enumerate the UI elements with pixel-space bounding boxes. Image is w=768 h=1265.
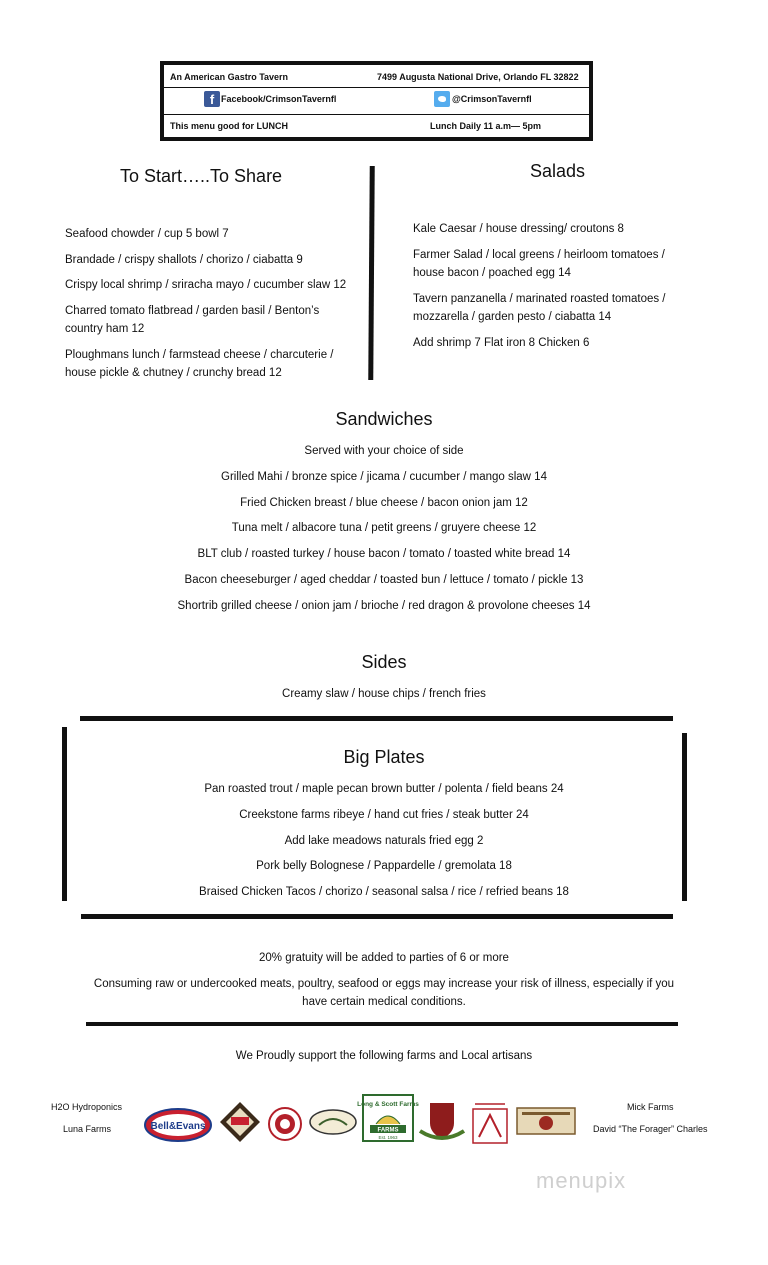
sandwich-item-2: Fried Chicken breast / blue cheese / bacon onion jam 12 bbox=[240, 497, 528, 509]
to-start-item-5-line-2: house pickle & chutney / crunchy bread 12 bbox=[65, 367, 282, 379]
partner-right-2: David “The Forager” Charles bbox=[593, 1124, 708, 1134]
footer-rule bbox=[86, 1022, 678, 1026]
sandwich-item-3: Tuna melt / albacore tuna / petit greens / gruyere cheese 12 bbox=[231, 522, 537, 534]
sandwich-item-6: Shortrib grilled cheese / onion jam / brioche / red dragon & provolone cheeses 14 bbox=[177, 600, 591, 612]
long-scott-logo-farms: FARMS bbox=[377, 1127, 399, 1134]
bell-evans-logo bbox=[144, 1107, 212, 1143]
header-box bbox=[160, 61, 593, 141]
big-plates-bottom-rule bbox=[81, 914, 673, 919]
to-start-item-4-line-2: country ham 12 bbox=[65, 323, 145, 335]
hours: Lunch Daily 11 a.m— 5pm bbox=[430, 121, 542, 131]
support-note: We Proudly support the following farms and Local artisans bbox=[235, 1050, 533, 1062]
sandwich-item-1: Grilled Mahi / bronze spice / jicama / cucumber / mango slaw 14 bbox=[221, 471, 547, 483]
big-plate-item-1: Pan roasted trout / maple pecan brown butter / polenta / field beans 24 bbox=[204, 783, 564, 795]
column-divider bbox=[368, 166, 374, 380]
sandwich-item-5: Bacon cheeseburger / aged cheddar / toasted bun / lettuce / tomato / pickle 13 bbox=[184, 574, 584, 586]
to-start-item-4-line-1: Charred tomato flatbread / garden basil / Benton’s bbox=[65, 305, 320, 317]
tagline: An American Gastro Tavern bbox=[170, 72, 289, 82]
diamond-farm-logo bbox=[219, 1101, 261, 1143]
big-plate-item-5: Braised Chicken Tacos / chorizo / seasonal salsa / rice / refried beans 18 bbox=[199, 886, 569, 898]
to-start-item-2: Brandade / crispy shallots / chorizo / ciabatta 9 bbox=[65, 254, 303, 266]
to-start-item-5-line-1: Ploughmans lunch / farmstead cheese / charcuterie / bbox=[65, 349, 334, 361]
header-row-2 bbox=[164, 88, 589, 112]
health-warning-line-2: have certain medical conditions. bbox=[302, 996, 466, 1008]
spring-farm-logo bbox=[471, 1099, 509, 1145]
salads-item-1: Kale Caesar / house dressing/ croutons 8 bbox=[413, 223, 624, 235]
sandwich-item-4: BLT club / roasted turkey / house bacon / tomato / toasted white bread 14 bbox=[197, 548, 571, 560]
salads-item-4: Add shrimp 7 Flat iron 8 Chicken 6 bbox=[413, 337, 590, 349]
sides-items: Creamy slaw / house chips / french fries bbox=[282, 688, 486, 700]
long-scott-logo-est: Est. 1963 bbox=[378, 1135, 398, 1140]
partner-left-2: Luna Farms bbox=[63, 1124, 112, 1134]
big-plates-top-rule bbox=[80, 716, 673, 721]
long-scott-farms-logo bbox=[357, 1094, 419, 1142]
big-plates-title: Big Plates bbox=[343, 747, 425, 767]
to-start-item-4 bbox=[65, 302, 319, 338]
to-start-item-5 bbox=[65, 346, 333, 382]
to-start-item-3: Crispy local shrimp / sriracha mayo / cucumber slaw 12 bbox=[65, 279, 347, 291]
twitter-icon bbox=[434, 91, 450, 107]
salads-item-3-line-2: mozzarella / garden pesto / ciabatta 14 bbox=[413, 311, 612, 323]
long-scott-logo-text: Long & Scott Farms bbox=[357, 1101, 419, 1108]
twitter-handle[interactable]: @CrimsonTavernfl bbox=[452, 94, 532, 104]
salads-item-2-line-1: Farmer Salad / local greens / heirloom tomatoes / bbox=[413, 249, 665, 261]
salads-item-2-line-2: house bacon / poached egg 14 bbox=[413, 267, 571, 279]
to-start-title: To Start…..To Share bbox=[120, 166, 283, 186]
shield-farm-logo bbox=[418, 1101, 466, 1143]
menu-note: This menu good for LUNCH bbox=[170, 121, 288, 131]
oval-farm-logo bbox=[309, 1109, 357, 1135]
header-row-1 bbox=[164, 65, 589, 89]
salads-item-3 bbox=[413, 290, 666, 326]
gratuity-note: 20% gratuity will be added to parties of 6 or more bbox=[259, 952, 509, 964]
big-plate-item-2: Creekstone farms ribeye / hand cut fries / steak butter 24 bbox=[239, 809, 529, 821]
facebook-icon: f bbox=[204, 91, 220, 107]
partner-left-1: H2O Hydroponics bbox=[51, 1102, 123, 1112]
salads-item-2 bbox=[413, 246, 665, 282]
header-row-3 bbox=[164, 115, 589, 139]
watermark: menupix bbox=[536, 1168, 627, 1193]
big-plate-item-3: Add lake meadows naturals fried egg 2 bbox=[284, 835, 484, 847]
health-warning-line-1: Consuming raw or undercooked meats, poultry, seafood or eggs may increase your risk of illness, especially if you bbox=[93, 978, 675, 990]
round-seal-logo bbox=[268, 1107, 302, 1141]
facebook-handle[interactable]: Facebook/CrimsonTavernfl bbox=[221, 94, 337, 104]
sandwiches-title: Sandwiches bbox=[335, 409, 433, 429]
sandwiches-subtitle: Served with your choice of side bbox=[304, 445, 464, 457]
rectangular-farm-logo bbox=[516, 1107, 576, 1135]
big-plate-item-4: Pork belly Bolognese / Pappardelle / gremolata 18 bbox=[256, 860, 512, 872]
bell-evans-logo-text: Bell&Evans bbox=[150, 1121, 206, 1132]
sides-title: Sides bbox=[361, 652, 407, 672]
salads-title: Salads bbox=[530, 161, 586, 181]
to-start-item-1: Seafood chowder / cup 5 bowl 7 bbox=[65, 228, 229, 240]
salads-item-3-line-1: Tavern panzanella / marinated roasted tomatoes / bbox=[413, 293, 666, 305]
partner-right-1: Mick Farms bbox=[627, 1102, 674, 1112]
address: 7499 Augusta National Drive, Orlando FL 32822 bbox=[377, 72, 579, 82]
